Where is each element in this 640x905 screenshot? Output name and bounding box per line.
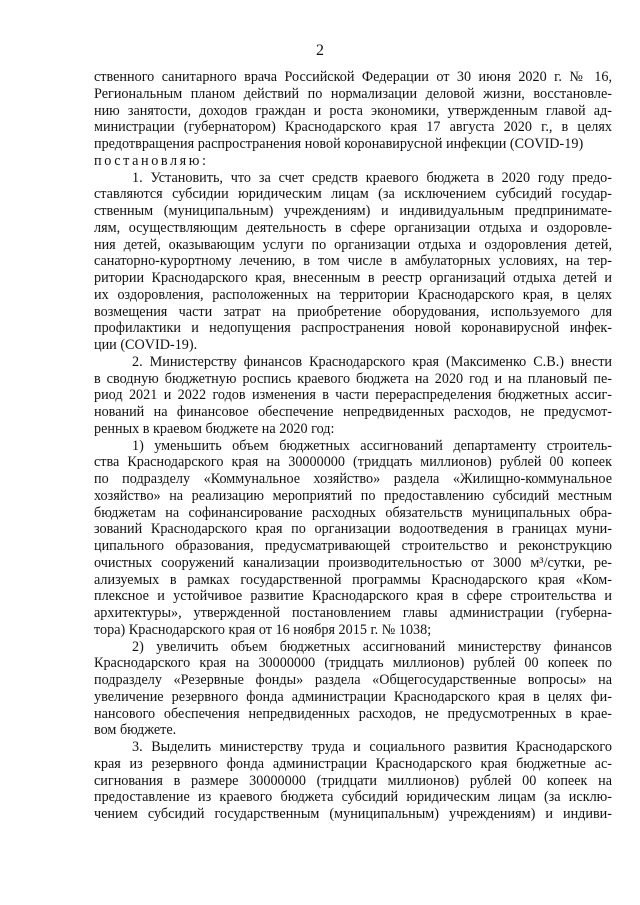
paragraph-item-2-2	[94, 639, 612, 740]
text-line: министрации (губернатором) Краснодарского края 17 августа 2020 г., в целях	[94, 119, 612, 136]
text-line: 1. Установить, что за счет средств краевого бюджета в 2020 году предо-	[132, 169, 612, 186]
page-number: 2	[316, 42, 324, 59]
text-line: предотвращения распространения новой коронавирусной инфекции (COVID-19)	[94, 136, 584, 152]
text-line: ции (COVID-19).	[94, 337, 198, 353]
text-line: их оздоровления, расположенных на территории Краснодарского края, в целях	[94, 286, 612, 303]
text-line: увеличение резервного фонда администрации Краснодарского края в целях фи-	[94, 688, 612, 705]
paragraph-decree	[94, 153, 612, 170]
paragraph-item-2-1	[94, 438, 612, 639]
text-line: чением субсидий государственным (муниципальным) учреждениям) и индиви-	[94, 806, 612, 822]
text-line: ства Краснодарского края на 30000000 (тридцать миллионов) рублей 00 копеек	[94, 454, 612, 471]
text-line: постановляю:	[94, 152, 209, 169]
text-line: ния детей, оказывающим услуги по организации отдыха и оздоровления детей,	[94, 236, 612, 253]
text-line: ственного санитарного врача Российской Федерации от 30 июня 2020 г. № 16,	[94, 69, 612, 85]
text-line: сигнования в размере 30000000 (тридцати миллионов) рублей 00 копеек на	[94, 772, 612, 789]
text-line: края из резервного фонда администрации Краснодарского края бюджетные ас-	[94, 755, 612, 772]
text-line: возмещения части затрат на приобретение оборудования, используемого для	[94, 303, 612, 320]
text-line: Краснодарского края на 30000000 (тридцать миллионов) рублей 00 копеек по	[94, 655, 612, 672]
text-line: архитектуры», утвержденной постановлением главы администрации (губерна-	[94, 605, 612, 621]
text-line: ренных в краевом бюджете на 2020 год:	[94, 420, 335, 437]
text-line: лям, осуществляющим деятельность в сфере организации отдыха и оздоровле-	[94, 219, 612, 236]
text-line: вом бюджете.	[94, 722, 177, 739]
text-line: предоставление из краевого бюджета субсидий юридическим лицам (за исклю-	[94, 789, 612, 806]
text-line: нансового обеспечения непредвиденных расходов, не предусмотренных в крае-	[94, 705, 612, 722]
text-line: по подразделу «Коммунальное хозяйство» раздела «Жилищно-коммунальное	[94, 471, 612, 487]
text-line: нию занятости, доходов граждан и роста экономики, утвержденным главой ад-	[94, 102, 612, 119]
text-line: 2) увеличить объем бюджетных ассигнований министерству финансов	[132, 638, 612, 655]
text-line: ципального образования, предусматривающей строительство и реконструкцию	[94, 538, 612, 554]
text-line: профилактики и недопущения распространения новой коронавирусной инфек-	[94, 320, 612, 337]
text-line: 3. Выделить министерству труда и социального развития Краснодарского	[132, 739, 612, 755]
text-line: в сводную бюджетную роспись краевого бюджета на 2020 год и на плановый пе-	[94, 370, 612, 387]
paragraph-intro	[94, 69, 612, 153]
text-line: ставляются субсидии юридическим лицам (за исключением субсидий государ-	[94, 186, 612, 203]
text-line: зований Краснодарского края по организации водоотведения в границах муни-	[94, 521, 612, 538]
paragraph-item-2	[94, 354, 612, 438]
text-line: 1) уменьшить объем бюджетных ассигнований департаменту строитель-	[132, 437, 612, 454]
document-body	[94, 69, 612, 823]
text-line: очистных сооружений канализации производительностью от 3000 м³/сутки, ре-	[94, 554, 612, 571]
text-line: бюджетам на софинансирование расходных обязательств муниципальных обра-	[94, 504, 612, 521]
text-line: подразделу «Резервные фонды» раздела «Общегосударственные вопросы» на	[94, 672, 612, 688]
text-line: санаторно-курортному лечению, в том числе в амбулаторных условиях, на тер-	[94, 253, 612, 270]
text-line: плексное и устойчивое развитие Краснодарского края в сфере строительства и	[94, 588, 612, 605]
text-line: ственным (муниципальным) учреждениям) и индивидуальным предпринимате-	[94, 203, 612, 219]
text-line: хозяйство» на реализацию мероприятий по предоставлению субсидий местным	[94, 487, 612, 504]
text-line: нований на финансовое обеспечение непредвиденных расходов, не предусмот-	[94, 404, 612, 420]
text-line: ритории Краснодарского края, внесенным в реестр организаций отдыха детей и	[94, 270, 612, 286]
text-line: тора) Краснодарского края от 16 ноября 2015 г. № 1038;	[94, 621, 432, 638]
text-line: 2. Министерству финансов Краснодарского края (Максименко С.В.) внести	[132, 353, 612, 370]
text-line: риод 2021 и 2022 годов изменения в части перераспределения бюджетных ассиг-	[94, 387, 612, 404]
paragraph-item-1	[94, 170, 612, 354]
text-line: Региональным планом действий по нормализации деловой жизни, восстановле-	[94, 85, 612, 102]
paragraph-item-3	[94, 739, 612, 823]
text-line: ализуемых в рамках государственной программы Краснодарского края «Ком-	[94, 571, 612, 588]
